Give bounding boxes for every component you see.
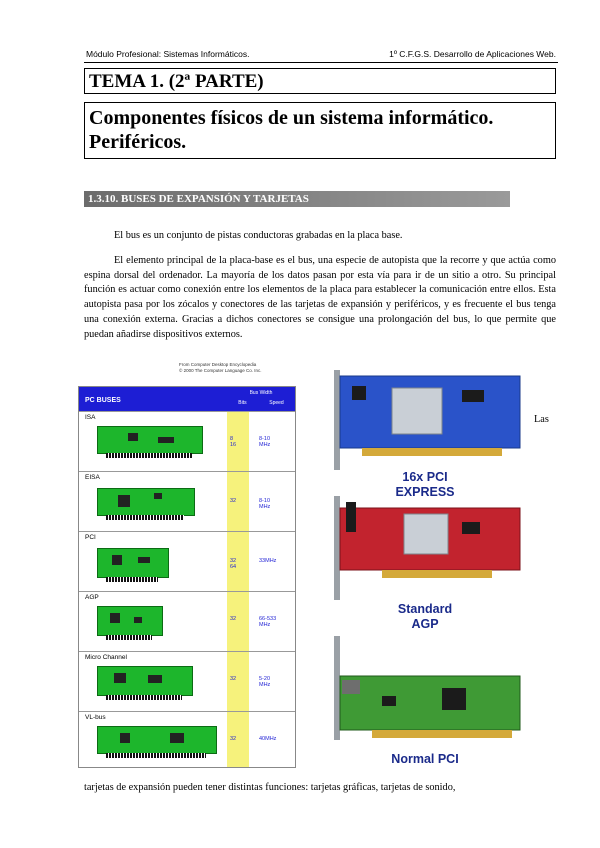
bus-name: ISA [85,414,96,421]
agp-caption-line-1: Standard [397,602,453,616]
bus-bits: 32 [230,736,237,742]
bus-speed: 33MHz [259,558,277,564]
bus-table [78,386,296,768]
credit-line-1: From Computer Desktop Encyclopedia [179,362,257,367]
pci-caption [322,752,528,767]
pcie-card-image [322,366,528,476]
pci-caption-line-1: Normal PCI [391,752,459,766]
bus-bits: 32 [230,676,237,682]
paragraph-3: tarjetas de expansión pueden tener distintas funciones: tarjetas gráficas, tarjetas de sonido, [84,782,456,793]
spec-column-header [227,387,295,411]
section-heading: 1.3.10. BUSES DE EXPANSIÓN Y TARJETAS [84,191,510,207]
table-row [79,531,295,591]
section-subtitle [84,102,556,159]
wrapped-text-fragment: Las [534,414,549,425]
pc-buses-figure [78,362,296,768]
table-row [79,711,295,767]
pci-card-image [97,548,169,578]
credit-line-2: © 2000 The Computer Language Co. Inc. [179,368,262,373]
expansion-cards-figure [322,366,528,774]
bus-name: PCI [85,534,96,541]
agp-caption-line-2: AGP [411,617,439,631]
table-row [79,471,295,531]
table-row [79,591,295,651]
bus-name: EISA [85,474,100,481]
page-title: TEMA 1. (2ª PARTE) [84,68,556,94]
bus-bits: 8 16 [230,436,237,448]
bus-bits: 32 64 [230,558,237,570]
bus-name: VL-bus [85,714,106,721]
bus-speed: 40MHz [259,736,277,742]
subtitle-line-2: Periféricos. [89,131,187,153]
agp-card-image [322,496,528,604]
paragraph-1: El bus es un conjunto de pistas conductoras grabadas en la placa base. [114,230,403,241]
bus-width-header: Bus Width [249,390,273,396]
vl-bus-card-image [97,726,217,754]
bus-speed: 5-20 MHz [259,676,271,688]
header-left: Módulo Profesional: Sistemas Informáticos. [86,49,250,59]
table-row [79,411,295,471]
eisa-card-image [97,488,195,516]
micro-channel-card-image [97,666,193,696]
bus-speed: 66-533 MHz [259,616,277,628]
bits-header: Bits [238,400,247,406]
pcie-caption-line-1: 16x PCI [402,470,448,484]
header-right: 1º C.F.G.S. Desarrollo de Aplicaciones Web. [389,49,556,59]
bus-name: Micro Channel [85,654,127,661]
bus-bits: 32 [230,498,237,504]
pcie-caption-line-2: EXPRESS [395,485,455,499]
bus-column-header: PC BUSES [79,387,227,411]
agp-caption [322,602,528,632]
paragraph-2: El elemento principal de la placa-base es el bus, una especie de autopista que la recorre y que actúa como espina dorsal del ordenador. La mayoría de los datos pasan por esta vía para ir de un sitio a otro. Su principal función es actuar como conexión entre los elementos de la placa para establecer la comunicación entre ellos. Esta autopista pasa por los zócalos y conectores de las tarjetas de expansión y periféricos, y es frecuente el bus tenga una conexión externa. Gracias a dichos conectores se consigue una prolongación del bus, lo que permite que puedan añadirse dispositivos externos. [84,255,556,340]
figure-credit [179,362,262,374]
table-row [79,651,295,711]
pci-card-image [322,636,528,746]
bus-name: AGP [85,594,99,601]
bus-speed: 8-10 MHz [259,498,271,510]
subtitle-line-1: Componentes físicos de un sistema informático. [89,107,494,129]
speed-header: Speed [269,400,284,406]
header-divider [84,62,558,63]
bus-bits: 32 [230,616,237,622]
agp-card-image [97,606,163,636]
page-header [86,49,556,59]
bus-speed: 8-10 MHz [259,436,271,448]
isa-card-image [97,426,203,454]
